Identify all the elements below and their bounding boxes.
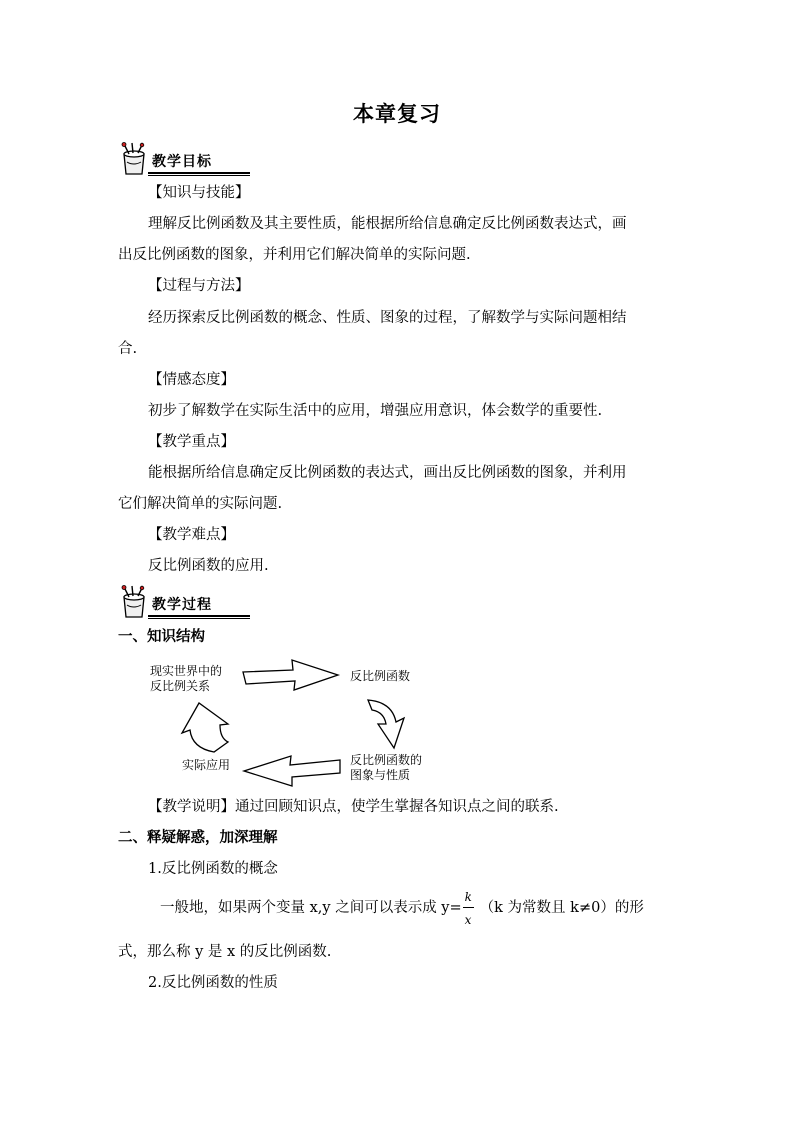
fraction-bar bbox=[463, 907, 474, 908]
item1-text-before: 一般地，如果两个变量 x,y 之间可以表示成 y= bbox=[160, 900, 462, 916]
knowledge-text-line1: 理解反比例函数及其主要性质，能根据所给信息确定反比例函数表达式，画 bbox=[148, 216, 627, 232]
fraction-denominator: x bbox=[464, 913, 472, 927]
diagram-node-application: 实际应用 bbox=[182, 758, 231, 772]
fraction-numerator: k bbox=[464, 890, 472, 904]
diagram-arrow-down bbox=[368, 700, 404, 748]
key-point-heading: 【教学重点】 bbox=[148, 434, 235, 450]
section-banner-process bbox=[118, 585, 318, 621]
diagram-node-real-world-line1: 现实世界中的 bbox=[150, 664, 223, 678]
item1-text-after: （k 为常数且 k≠0）的形 bbox=[479, 900, 644, 916]
diagram-node-real-world-line2: 反比例关系 bbox=[150, 679, 211, 693]
diagram-arrow-right bbox=[243, 660, 338, 690]
page-title: 本章复习 bbox=[353, 102, 441, 126]
diagram-node-graph-line1: 反比例函数的 bbox=[350, 753, 423, 767]
section-label-process: 教学过程 bbox=[152, 597, 212, 613]
teaching-explanation: 【教学说明】通过回顾知识点，使学生掌握各知识点之间的联系. bbox=[148, 799, 559, 815]
item1-definition-line2: 式，那么称 y 是 x 的反比例函数. bbox=[118, 944, 332, 960]
section-underline bbox=[148, 175, 250, 176]
process-method-heading: 【过程与方法】 bbox=[148, 278, 250, 294]
section-underline bbox=[148, 618, 250, 619]
key-point-text-line2: 它们解决简单的实际问题. bbox=[118, 496, 283, 512]
diagram-arrow-up bbox=[182, 703, 228, 752]
fraction-k-over-x bbox=[462, 890, 480, 927]
item1-heading: 1.反比例函数的概念 bbox=[148, 861, 278, 877]
item1-definition-line1 bbox=[160, 890, 644, 927]
diagram-node-function: 反比例函数 bbox=[350, 669, 411, 683]
section-banner-objectives bbox=[118, 142, 318, 178]
difficulty-text-line1: 反比例函数的应用. bbox=[148, 558, 269, 574]
part2-heading: 二、释疑解惑，加深理解 bbox=[118, 830, 278, 846]
knowledge-text-line2: 出反比例函数的图象，并利用它们解决简单的实际问题. bbox=[118, 247, 471, 263]
section-underline bbox=[148, 172, 250, 174]
section-label-objectives: 教学目标 bbox=[152, 154, 212, 170]
emotion-text-line1: 初步了解数学在实际生活中的应用，增强应用意识，体会数学的重要性. bbox=[148, 403, 603, 419]
diagram-arrow-left bbox=[244, 756, 340, 786]
part1-heading: 一、知识结构 bbox=[118, 629, 205, 645]
process-method-text-line1: 经历探索反比例函数的概念、性质、图象的过程，了解数学与实际问题相结 bbox=[148, 310, 627, 326]
item2-heading: 2.反比例函数的性质 bbox=[148, 975, 278, 991]
difficulty-heading: 【教学难点】 bbox=[148, 527, 235, 543]
emotion-heading: 【情感态度】 bbox=[148, 372, 235, 388]
process-method-text-line2: 合. bbox=[118, 341, 138, 357]
knowledge-heading: 【知识与技能】 bbox=[148, 185, 250, 201]
section-underline bbox=[148, 615, 250, 617]
key-point-text-line1: 能根据所给信息确定反比例函数的表达式，画出反比例函数的图象，并利用 bbox=[148, 465, 627, 481]
diagram-node-graph-line2: 图象与性质 bbox=[350, 768, 411, 782]
